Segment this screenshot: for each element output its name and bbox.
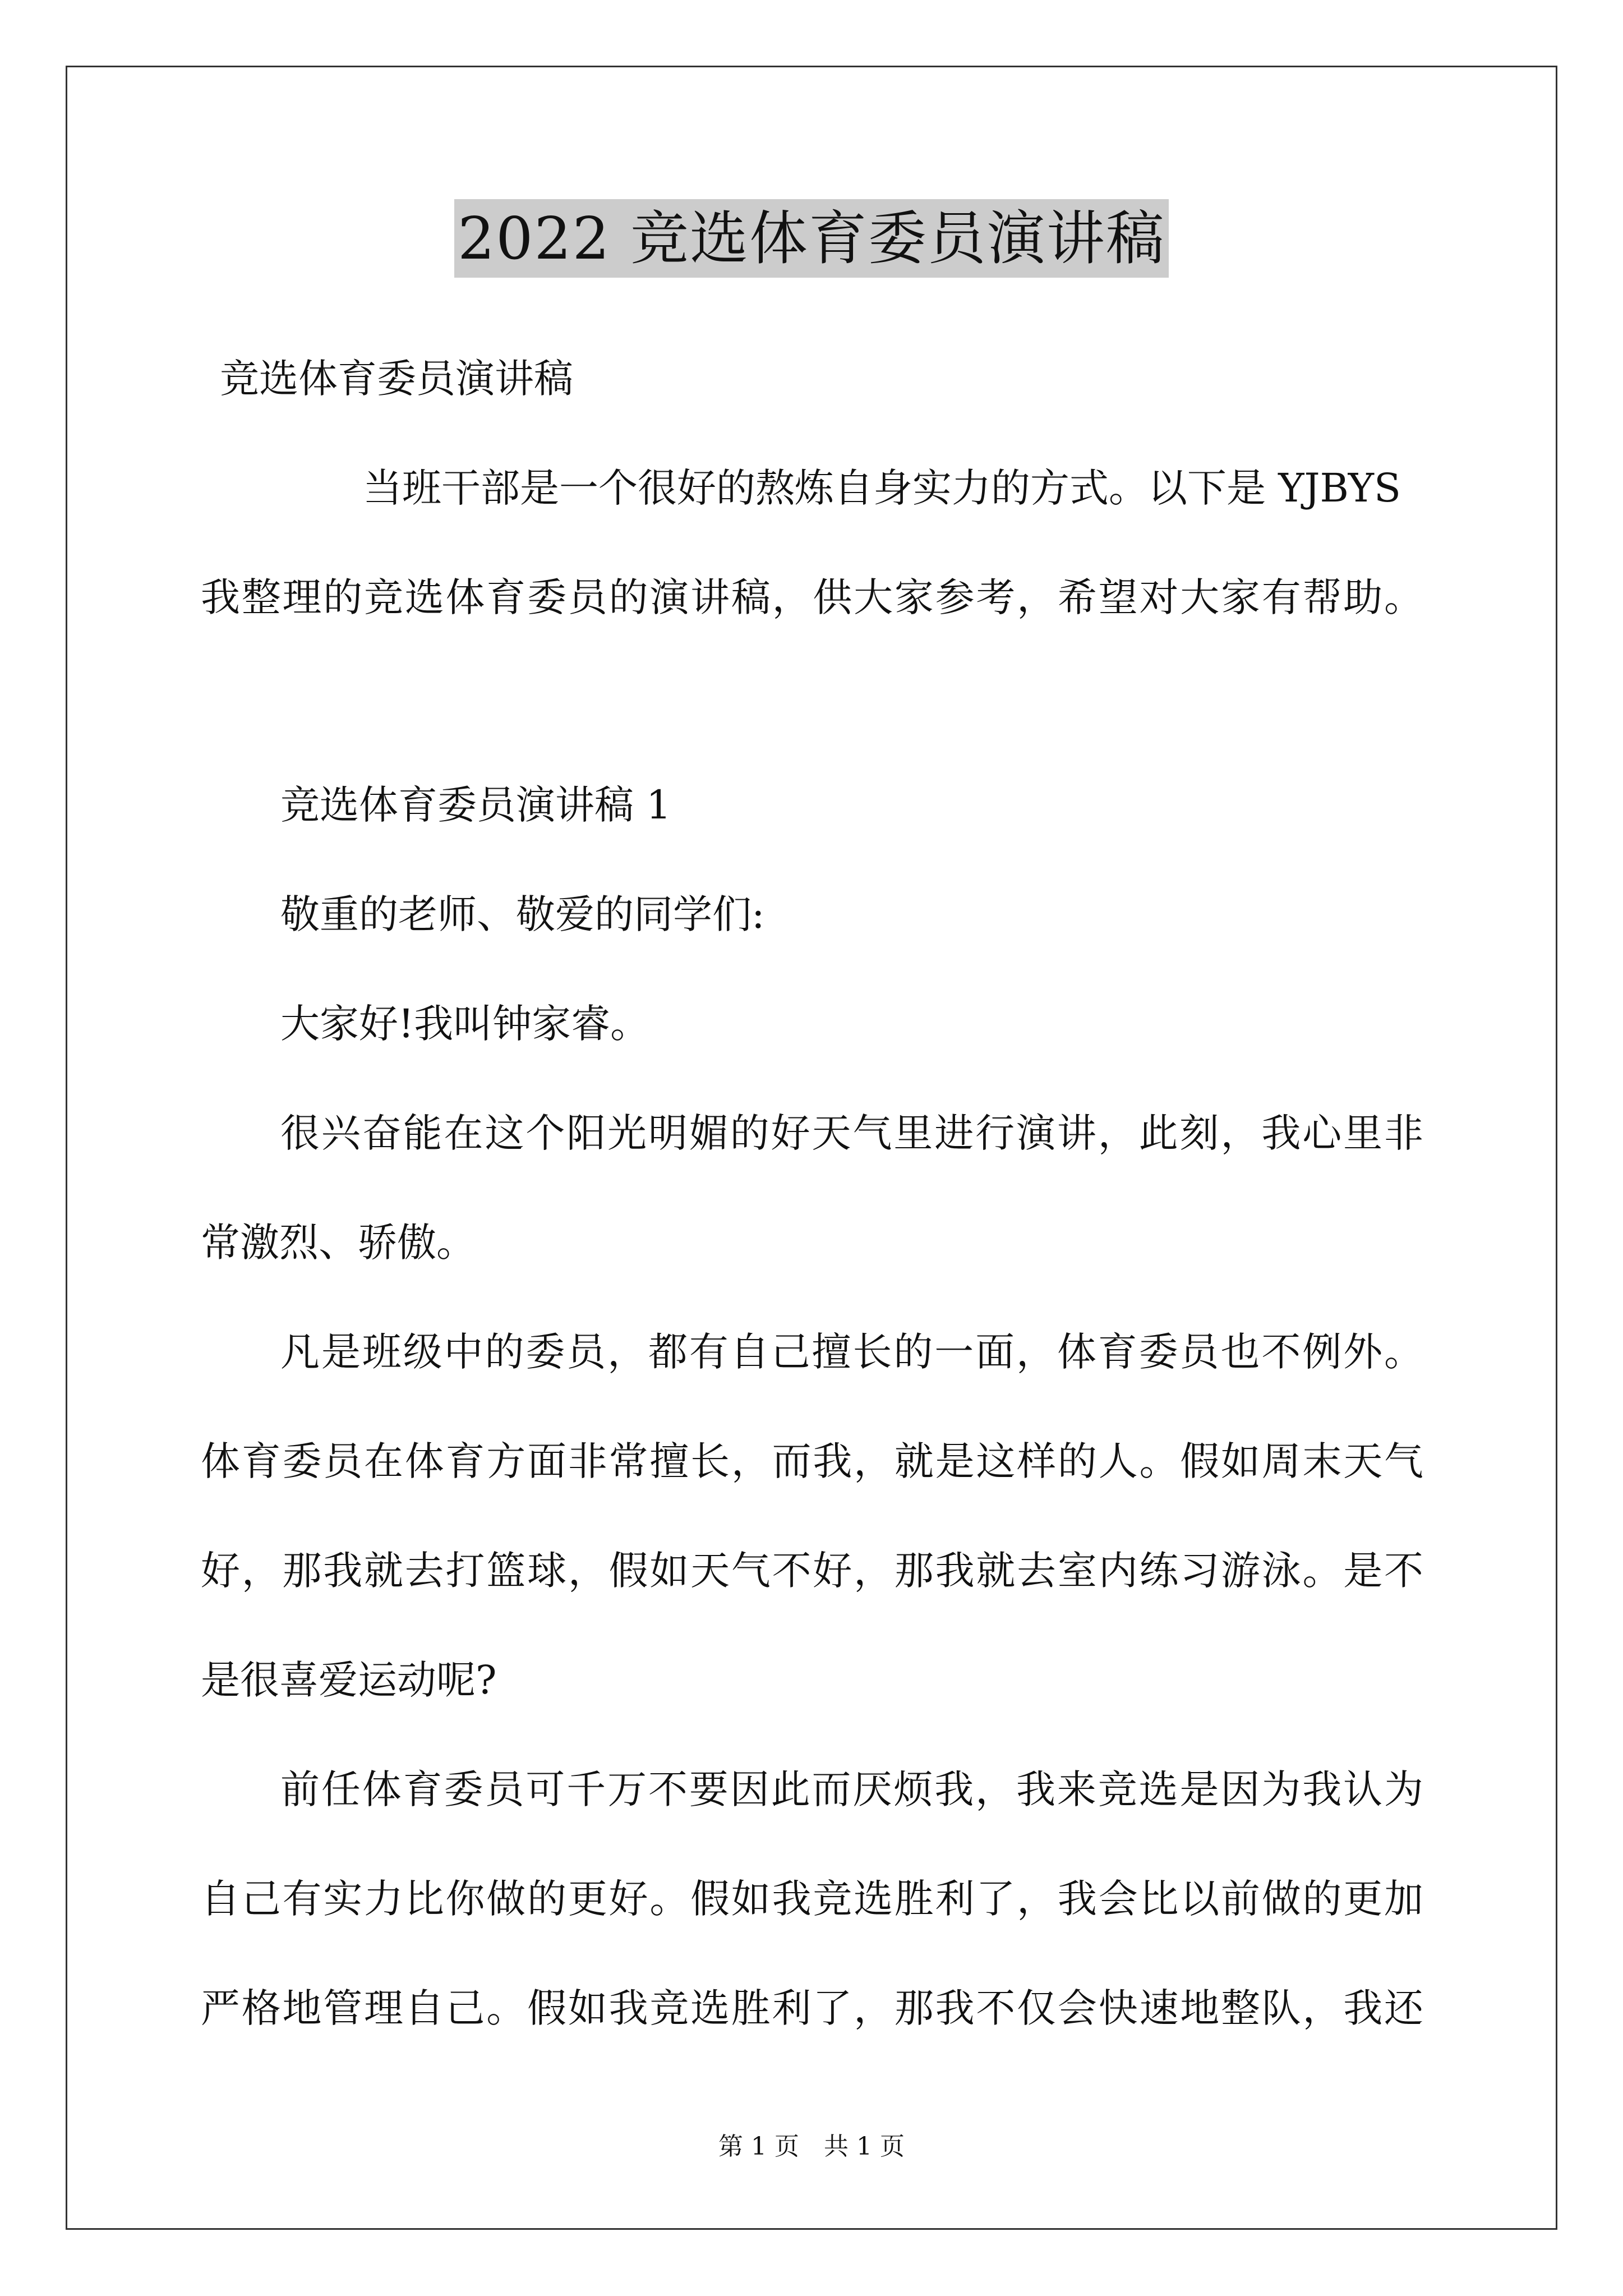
subtitle-line: 竞选体育委员演讲稿 <box>220 356 573 402</box>
section-heading: 竞选体育委员演讲稿 1 <box>280 782 671 828</box>
salutation-line: 敬重的老师、敬爱的同学们: <box>280 891 765 937</box>
paragraph-line: 常激烈、骄傲。 <box>201 1220 476 1266</box>
title-container <box>0 199 1623 278</box>
paragraph-line: 前任体育委员可千万不要因此而厌烦我，我来竞选是因为我认为 <box>280 1766 1423 1812</box>
document-title: 2022 竞选体育委员演讲稿 <box>454 199 1169 278</box>
paragraph-line: 自己有实力比你做的更好。假如我竞选胜利了，我会比以前做的更加 <box>201 1876 1423 1922</box>
page-footer: 第 1 页 共 1 页 <box>718 2132 905 2161</box>
paragraph-line: 凡是班级中的委员，都有自己擅长的一面，体育委员也不例外。 <box>280 1329 1423 1375</box>
paragraph-line: 严格地管理自己。假如我竞选胜利了，那我不仅会快速地整队，我还 <box>201 1985 1423 2031</box>
paragraph-line: 很兴奋能在这个阳光明媚的好天气里进行演讲，此刻，我心里非 <box>280 1110 1423 1156</box>
paragraph-line: 好，那我就去打篮球，假如天气不好，那我就去室内练习游泳。是不 <box>201 1548 1423 1594</box>
paragraph-line: 我整理的竞选体育委员的演讲稿，供大家参考，希望对大家有帮助。 <box>201 574 1423 620</box>
paragraph-line: 是很喜爱运动呢? <box>201 1657 497 1703</box>
paragraph-line: 体育委员在体育方面非常擅长，而我，就是这样的人。假如周末天气 <box>201 1438 1423 1484</box>
paragraph-line: 当班干部是一个很好的熬炼自身实力的方式。以下是 YJBYS <box>363 465 1401 511</box>
greeting-line: 大家好!我叫钟家睿。 <box>280 1001 650 1047</box>
